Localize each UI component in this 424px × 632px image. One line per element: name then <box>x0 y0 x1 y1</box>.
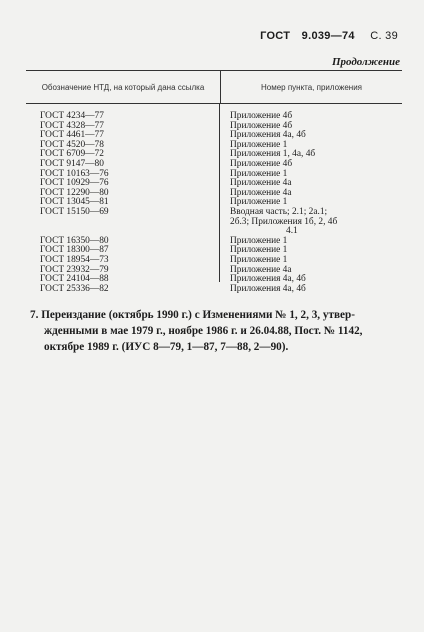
table-cell: ГОСТ 18954—73 <box>40 254 109 265</box>
table-cell: ГОСТ 4520—78 <box>40 139 104 150</box>
table-header <box>26 71 402 104</box>
clause-column <box>220 104 402 294</box>
table-cell: ГОСТ 9147—80 <box>40 158 104 169</box>
column-header-clause: Номер пункта, приложения <box>260 82 363 92</box>
table-cell: Приложение 1 <box>230 139 288 150</box>
table-cell: Приложение 4а <box>230 264 292 275</box>
table-cell: Приложение 4а <box>230 187 292 198</box>
table-cell: Приложения 4а, 4б <box>230 130 306 141</box>
table-cell: Вводная часть; 2.1; 2а.1; <box>230 206 328 217</box>
table-cell: ГОСТ 4234—77 <box>40 111 104 121</box>
table-cell: Приложение 4а <box>230 178 292 189</box>
table-cell: Приложение 1 <box>230 235 288 246</box>
table-cell: ГОСТ 10929—76 <box>40 178 109 189</box>
table-cell: ГОСТ 23932—79 <box>40 264 109 275</box>
column-header-document: Обозначение НТД, на который дана ссылка <box>26 71 221 103</box>
note-line: 7. Переиздание (октябрь 1990 г.) с Изменениями № 1, 2, 3, утвер- <box>30 309 355 321</box>
table-cell: 4.1 <box>286 226 298 237</box>
table-cell: ГОСТ 6709—72 <box>40 149 104 160</box>
table-body <box>26 104 402 294</box>
table-cell: ГОСТ 10163—76 <box>40 168 109 179</box>
note-line: октябре 1989 г. (ИУС 8—79, 1—87, 7—88, 2—90). <box>44 341 289 353</box>
document-column <box>26 104 220 294</box>
standard-number: 9.039—74 <box>301 30 355 42</box>
note-line: жденными в мае 1979 г., ноябре 1986 г. и 26.04.88, Пост. № 1142, <box>44 325 363 337</box>
table-cell: Приложение 4б <box>230 120 293 131</box>
table-cell: Приложения 4а, 4б <box>230 283 306 294</box>
table-cell: Приложение 1 <box>230 197 288 208</box>
table-cell: ГОСТ 4461—77 <box>40 130 104 141</box>
table-cell: ГОСТ 18300—87 <box>40 245 109 256</box>
page-header <box>260 30 398 42</box>
table-cell: ГОСТ 4328—77 <box>40 120 104 131</box>
reference-table <box>26 70 402 294</box>
table-cell: Приложение 4б <box>230 111 293 121</box>
table-cell: ГОСТ 16350—80 <box>40 235 109 246</box>
table-cell: ГОСТ 24104—88 <box>40 274 109 285</box>
reissue-note <box>30 307 402 355</box>
table-cell: ГОСТ 13045—81 <box>40 197 109 208</box>
table-cell: ГОСТ 12290—80 <box>40 187 109 198</box>
table-cell: Приложение 1 <box>230 168 288 179</box>
page-number: С. 39 <box>370 30 398 42</box>
standard-label: ГОСТ <box>260 30 291 42</box>
continued-label: Продолжение <box>331 56 400 68</box>
table-cell: 2б.3; Приложения 1б, 2, 4б <box>230 216 338 227</box>
table-cell: ГОСТ 25336—82 <box>40 283 109 294</box>
table-cell: Приложение 1 <box>230 254 288 265</box>
table-cell: ГОСТ 15150—69 <box>40 206 109 217</box>
table-cell: Приложение 1 <box>230 245 288 256</box>
table-cell <box>26 218 219 228</box>
table-cell: Приложения 4а, 4б <box>230 274 306 285</box>
table-cell: Приложения 1, 4а, 4б <box>230 149 316 160</box>
table-cell: Приложение 4б <box>230 158 293 169</box>
